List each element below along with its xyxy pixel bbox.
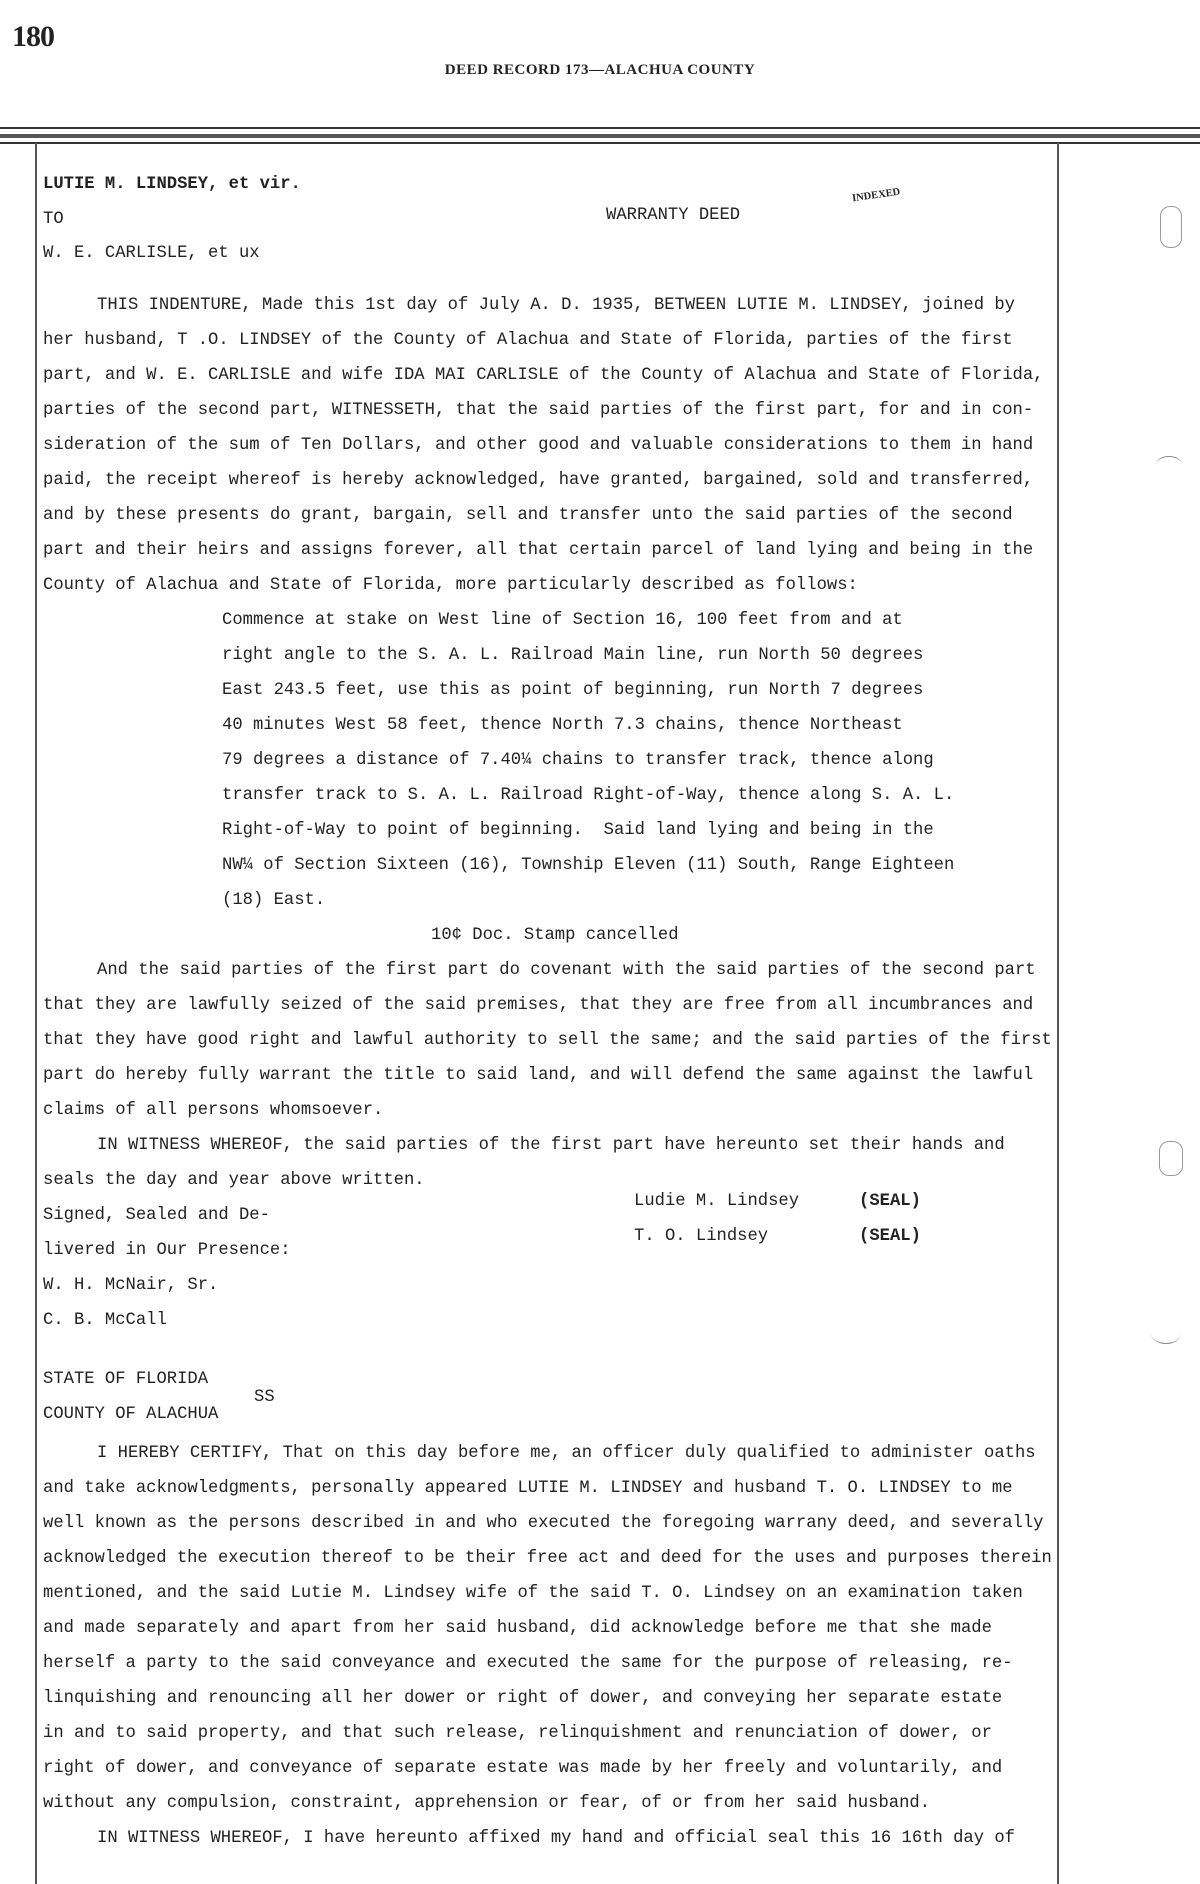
description-line: right angle to the S. A. L. Railroad Main line, run North 50 degrees xyxy=(222,646,924,665)
para1-line: part, and W. E. CARLISLE and wife IDA MAI CARLISLE of the County of Alachua and State of Florida, xyxy=(43,366,1044,385)
binder-hole xyxy=(1160,206,1182,248)
para1-line: sideration of the sum of Ten Dollars, and other good and valuable considerations to them in hand xyxy=(43,436,1034,455)
ack-line: well known as the persons described in and who executed the foregoing warrany deed, and severally xyxy=(43,1514,1044,1533)
para3-line: IN WITNESS WHEREOF, the said parties of the first part have hereunto set their hands and xyxy=(97,1136,1005,1155)
ack-line: without any compulsion, constraint, apprehension or fear, of or from her said husband. xyxy=(43,1794,931,1813)
ack-ss: SS xyxy=(254,1388,275,1407)
witness-line: Signed, Sealed and De- xyxy=(43,1206,270,1225)
para2-line: part do hereby fully warrant the title to said land, and will defend the same against the lawful xyxy=(43,1066,1034,1085)
ack-line: herself a party to the said conveyance and executed the same for the purpose of releasing, re- xyxy=(43,1654,1013,1673)
ack-line: right of dower, and conveyance of separate estate was made by her freely and voluntarily, and xyxy=(43,1759,1003,1778)
deed-type: WARRANTY DEED xyxy=(606,206,741,225)
description-line: 79 degrees a distance of 7.40¼ chains to transfer track, thence along xyxy=(222,751,934,770)
signature-seal: (SEAL) xyxy=(859,1227,921,1246)
header-rule-top xyxy=(0,127,1200,129)
header-rule-bottom xyxy=(0,142,1200,144)
grantee-name: W. E. CARLISLE, et ux xyxy=(43,244,260,263)
witness-name: W. H. McNair, Sr. xyxy=(43,1276,219,1295)
grantor-name: LUTIE M. LINDSEY, et vir. xyxy=(43,175,301,194)
ack-line: I HEREBY CERTIFY, That on this day before me, an officer duly qualified to administer oaths xyxy=(97,1444,1036,1463)
description-line: NW¼ of Section Sixteen (16), Township Eleven (11) South, Range Eighteen xyxy=(222,856,955,875)
to-label: TO xyxy=(43,210,64,229)
para2-line: that they are lawfully seized of the said premises, that they are free from all incumbrances and xyxy=(43,996,1034,1015)
para2-line: that they have good right and lawful authority to sell the same; and the said parties of the first xyxy=(43,1031,1052,1050)
signature-name: Ludie M. Lindsey xyxy=(634,1192,800,1211)
para1-line: THIS INDENTURE, Made this 1st day of July A. D. 1935, BETWEEN LUTIE M. LINDSEY, joined by xyxy=(97,296,1015,315)
left-margin-rule xyxy=(35,143,37,1884)
signature-name: T. O. Lindsey xyxy=(634,1227,769,1246)
para1-line: her husband, T .O. LINDSEY of the County of Alachua and State of Florida, parties of the first xyxy=(43,331,1013,350)
para1-line: paid, the receipt whereof is hereby acknowledged, have granted, bargained, sold and transferred, xyxy=(43,471,1034,490)
para1-line: parties of the second part, WITNESSETH, that the said parties of the first part, for and in con- xyxy=(43,401,1034,420)
description-line: transfer track to S. A. L. Railroad Right-of-Way, thence along S. A. L. xyxy=(222,786,955,805)
ack-line: linquishing and renouncing all her dower or right of dower, and conveying her separate estate xyxy=(43,1689,1003,1708)
ack-state: STATE OF FLORIDA xyxy=(43,1370,209,1389)
para2-line: And the said parties of the first part do covenant with the said parties of the second part xyxy=(97,961,1036,980)
binder-hole-curve xyxy=(1156,456,1182,473)
ack-county: COUNTY OF ALACHUA xyxy=(43,1405,219,1424)
ack-line: IN WITNESS WHEREOF, I have hereunto affixed my hand and official seal this 16 16th day of xyxy=(97,1829,1015,1848)
para1-line: County of Alachua and State of Florida, more particularly described as follows: xyxy=(43,576,858,595)
record-title: DEED RECORD 173—ALACHUA COUNTY xyxy=(444,62,756,78)
binder-hole-curve xyxy=(1151,1323,1181,1344)
description-line: 40 minutes West 58 feet, thence North 7.3 chains, thence Northeast xyxy=(222,716,903,735)
indexed-stamp: INDEXED xyxy=(851,186,901,205)
signature-seal: (SEAL) xyxy=(859,1192,921,1211)
ack-line: in and to said property, and that such release, relinquishment and renunciation of dower, or xyxy=(43,1724,992,1743)
ack-line: mentioned, and the said Lutie M. Lindsey wife of the said T. O. Lindsey on an examination taken xyxy=(43,1584,1023,1603)
description-line: (18) East. xyxy=(222,891,326,910)
description-line: Commence at stake on West line of Section 16, 100 feet from and at xyxy=(222,611,903,630)
binder-hole xyxy=(1159,1141,1183,1176)
description-line: Right-of-Way to point of beginning. Said land lying and being in the xyxy=(222,821,934,840)
para1-line: and by these presents do grant, bargain, sell and transfer unto the said parties of the second xyxy=(43,506,1013,525)
para1-line: part and their heirs and assigns forever, all that certain parcel of land lying and being in the xyxy=(43,541,1034,560)
doc-stamp-note: 10¢ Doc. Stamp cancelled xyxy=(431,926,679,945)
witness-name: C. B. McCall xyxy=(43,1311,167,1330)
description-line: East 243.5 feet, use this as point of beginning, run North 7 degrees xyxy=(222,681,924,700)
witness-line: livered in Our Presence: xyxy=(43,1241,291,1260)
header-rule-thick xyxy=(0,134,1200,138)
para2-line: claims of all persons whomsoever. xyxy=(43,1101,384,1120)
page-number: 180 xyxy=(12,20,54,53)
right-margin-rule xyxy=(1057,143,1059,1884)
ack-line: acknowledged the execution thereof to be their free act and deed for the uses and purposes therein xyxy=(43,1549,1052,1568)
ack-line: and made separately and apart from her said husband, did acknowledge before me that she made xyxy=(43,1619,992,1638)
para3-line: seals the day and year above written. xyxy=(43,1171,425,1190)
ack-line: and take acknowledgments, personally appeared LUTIE M. LINDSEY and husband T. O. LINDSEY to me xyxy=(43,1479,1013,1498)
